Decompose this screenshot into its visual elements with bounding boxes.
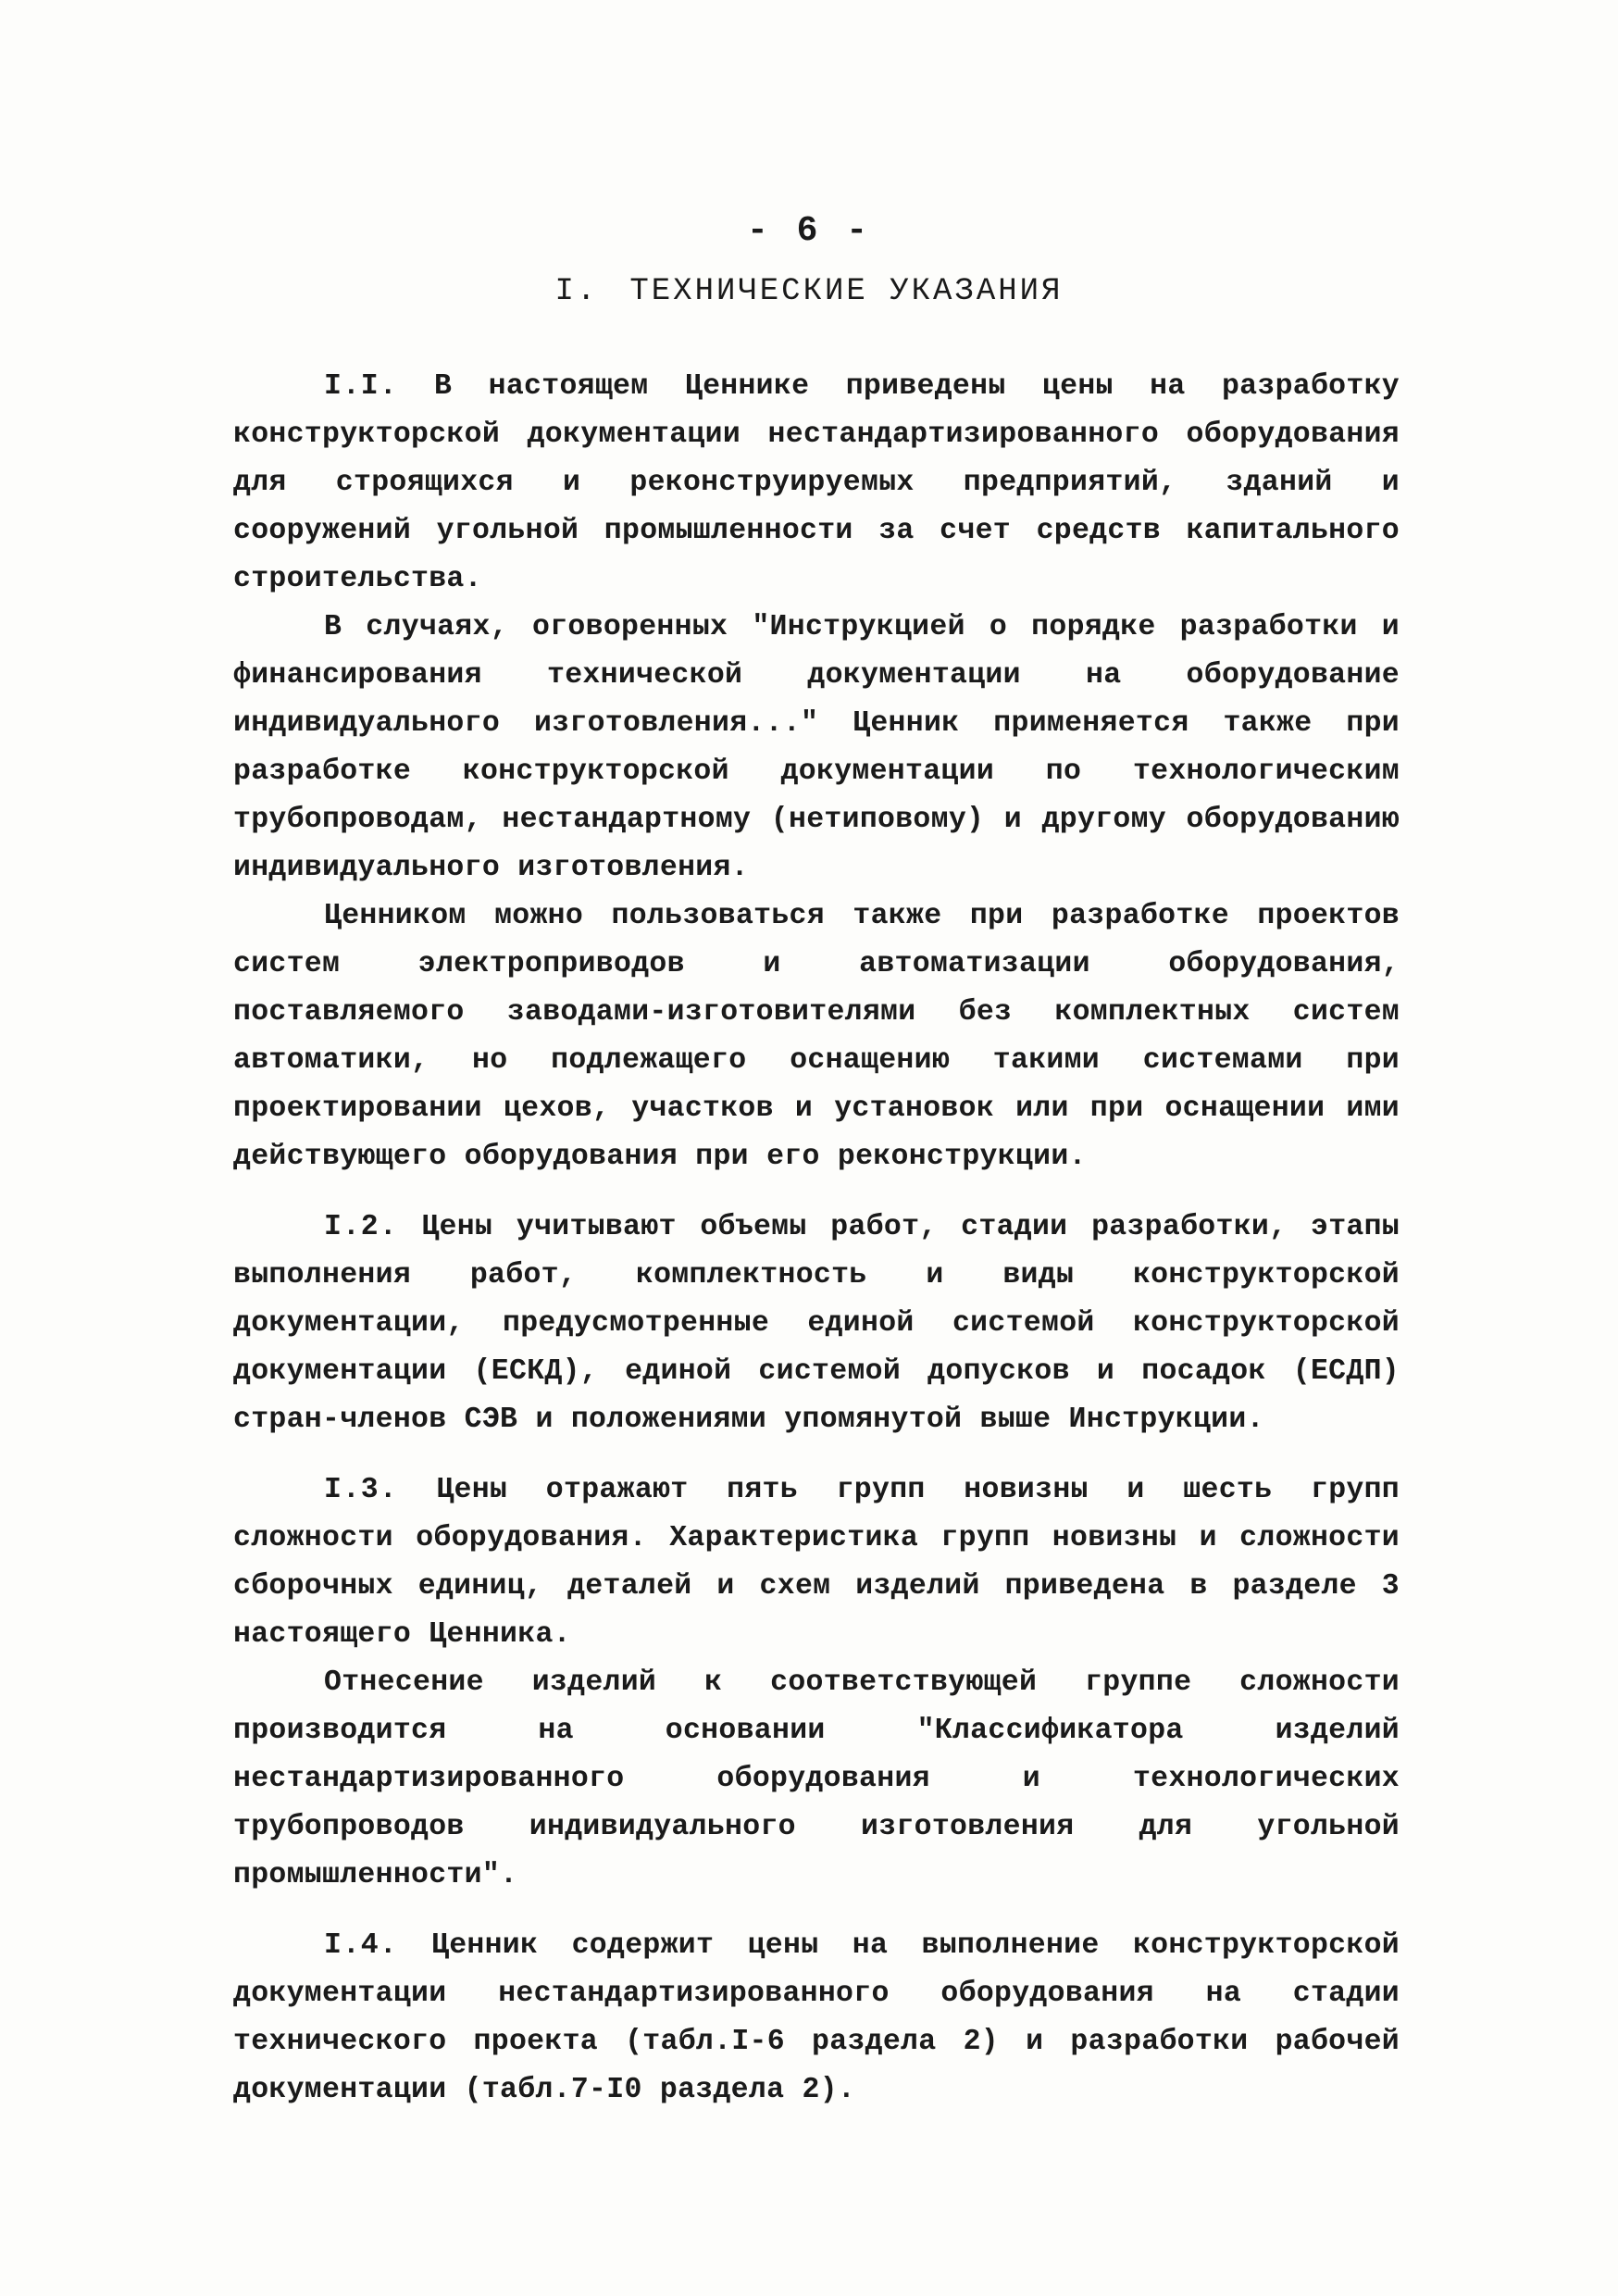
paragraph-text: Ценником можно пользоваться также при разработке проектов систем электроприводов и автоматизации оборудования, поставляемого заводами-изготовителями без комплектных систем автоматики, но подлежащего оснащению такими системами при проектировании цехов, участков и установок или при оснащении ими действующего оборудования при его реконструкции. <box>233 900 1400 1173</box>
paragraph-text: Цены учитывают объемы работ, стадии разработки, этапы выполнения работ, комплектность и виды конструкторской документации, предусмотренные единой системой конструкторской документации (ЕСКД), единой системой допусков и посадок (ЕСДП) стран-членов СЭВ и положениями упомянутой выше Инструкции. <box>233 1211 1400 1436</box>
paragraph-text: Отнесение изделий к соответствующей группе сложности производится на основании "Классификатора изделий нестандартизированного оборудования и технологических трубопроводов индивидуального изготовления для угольной промышленности". <box>233 1666 1400 1891</box>
paragraph-text: В случаях, оговоренных "Инструкцией о порядке разработки и финансирования технической документации на оборудование индивидуального изготовления..." Ценник применяется также при разработке конструкторской документации по технологическим трубопроводам, нестандартному (нетиповому) и другому оборудованию индивидуального изготовления. <box>233 611 1400 884</box>
section-title <box>0 274 1618 309</box>
section-number: I. <box>554 274 599 309</box>
paragraph-number: I.4. <box>324 1929 398 1962</box>
paragraph-number: I.I. <box>324 370 398 403</box>
paragraph-1-3-cont <box>233 1659 1400 1900</box>
page-number: - 6 - <box>746 211 872 251</box>
paragraph-text: В настоящем Ценнике приведены цены на разработку конструкторской документации нестандартизированного оборудования для строящихся и реконструируемых предприятий, зданий и сооружений угольной промышленности за счет средств капитального строительства. <box>233 370 1400 595</box>
paragraph-number: I.2. <box>324 1211 398 1243</box>
paragraph-1-1-cont-b <box>233 892 1400 1181</box>
section-title-text: ТЕХНИЧЕСКИЕ УКАЗАНИЯ <box>629 274 1064 309</box>
paragraph-text: Цены отражают пять групп новизны и шесть групп сложности оборудования. Характеристика групп новизны и сложности сборочных единиц, деталей и схем изделий приведена в разделе 3 настоящего Ценника. <box>233 1474 1400 1651</box>
paragraph-1-4 <box>233 1922 1400 2115</box>
paragraph-number: I.3. <box>324 1474 398 1506</box>
body-text <box>233 363 1400 2115</box>
paragraph-1-3 <box>233 1466 1400 1659</box>
paragraph-text: Ценник содержит цены на выполнение конструкторской документации нестандартизированного оборудования на стадии технического проекта (табл.I-6 раздела 2) и разработки рабочей документации (табл.7-I0 раздела 2). <box>233 1929 1400 2106</box>
paragraph-1-1-cont-a <box>233 604 1400 892</box>
paragraph-1-1 <box>233 363 1400 604</box>
paragraph-1-2 <box>233 1204 1400 1444</box>
